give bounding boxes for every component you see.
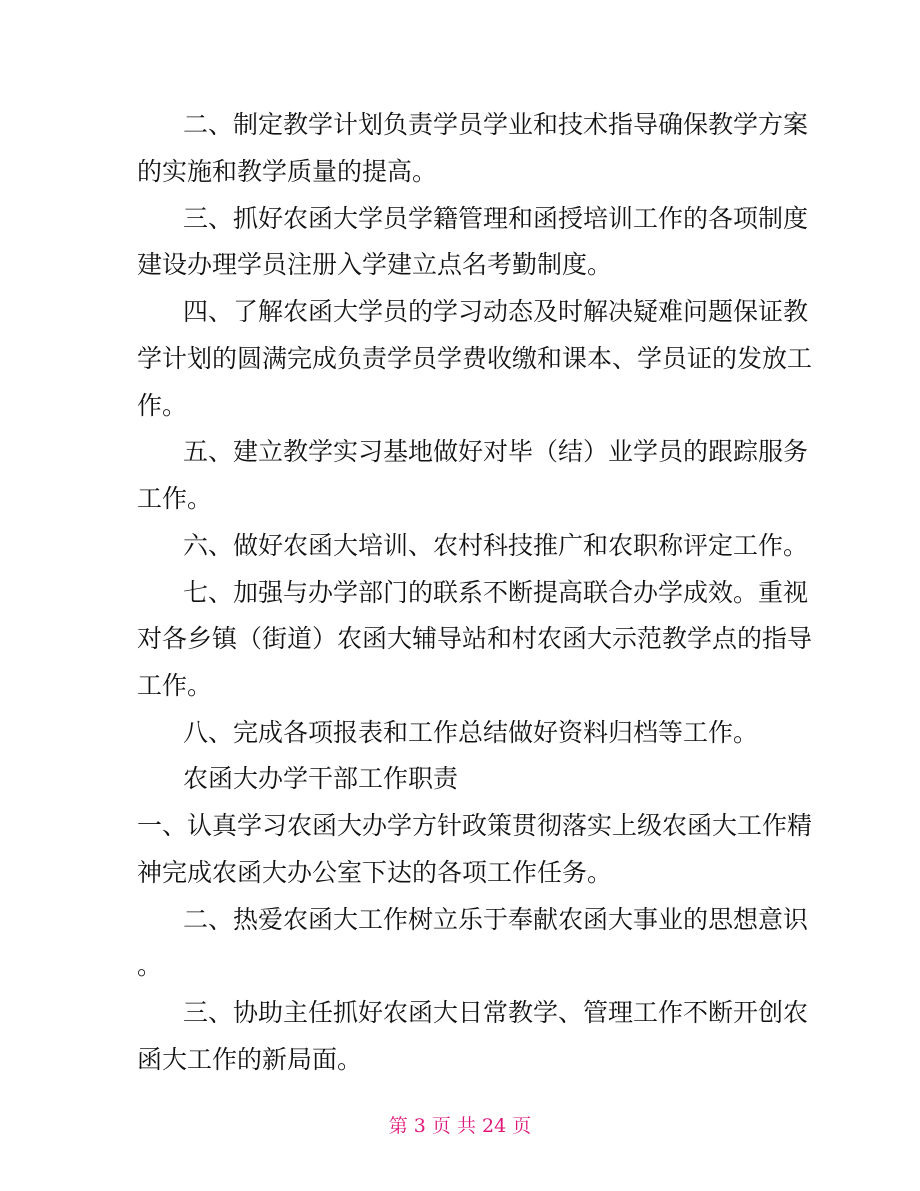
paragraph-4-line-3: 作。 [137,391,188,420]
duty-1-line-2: 神完成农函大办公室下达的各项工作任务。 [137,858,613,887]
duty-2-line-2: 。 [137,951,163,980]
paragraph-4-line-1: 四、了解农函大学员的学习动态及时解决疑难问题保证教 [183,297,809,326]
page-number-footer: 第 3 页 共 24 页 [388,1115,532,1137]
paragraph-5-line-2: 工作。 [137,484,213,513]
paragraph-7-line-2: 对各乡镇（街道）农函大辅导站和村农函大示范教学点的指导 [137,624,813,653]
paragraph-7-line-3: 工作。 [137,671,213,700]
paragraph-5-line-1: 五、建立教学实习基地做好对毕（结）业学员的跟踪服务 [183,437,809,466]
paragraph-7-line-1: 七、加强与办学部门的联系不断提高联合办学成效。重视 [183,578,809,607]
duty-3-line-2: 函大工作的新局面。 [137,1045,363,1074]
section-heading: 农函大办学干部工作职责 [183,764,459,793]
paragraph-3-line-1: 三、抓好农函大学员学籍管理和函授培训工作的各项制度 [183,204,809,233]
paragraph-4-line-2: 学计划的圆满完成负责学员学费收缴和课本、学员证的发放工 [137,344,813,373]
paragraph-8-line-1: 八、完成各项报表和工作总结做好资料归档等工作。 [183,718,759,747]
duty-1-line-1: 一、认真学习农函大办学方针政策贯彻落实上级农函大工作精 [137,811,813,840]
paragraph-2-line-2: 的实施和教学质量的提高。 [137,157,438,186]
paragraph-6-line-1: 六、做好农函大培训、农村科技推广和农职称评定工作。 [183,531,809,560]
duty-3-line-1: 三、协助主任抓好农函大日常教学、管理工作不断开创农 [183,998,809,1027]
paragraph-2-line-1: 二、制定教学计划负责学员学业和技术指导确保教学方案 [183,110,809,139]
duty-2-line-1: 二、热爱农函大工作树立乐于奉献农函大事业的思想意识 [183,905,809,934]
paragraph-3-line-2: 建设办理学员注册入学建立点名考勤制度。 [137,250,613,279]
